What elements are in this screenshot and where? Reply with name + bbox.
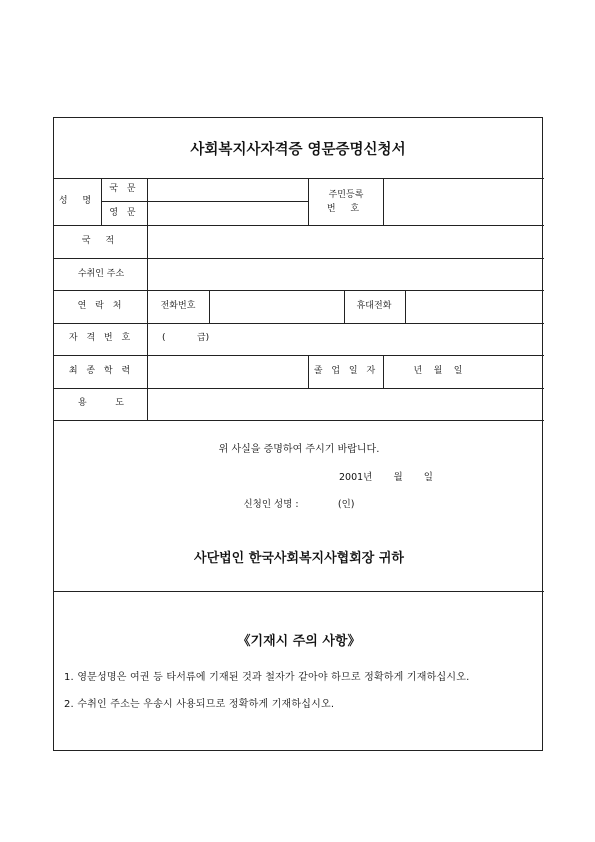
col-divider [344, 290, 345, 323]
contact-label: 연 락 처 [77, 301, 125, 311]
mobile-label: 휴대전화 [356, 301, 392, 311]
row-divider [54, 258, 544, 259]
row-divider [54, 591, 544, 592]
row-divider [54, 420, 544, 421]
col-divider [308, 355, 309, 388]
row-divider [54, 290, 544, 291]
row-divider [54, 355, 544, 356]
row-divider [54, 178, 544, 179]
row-divider [54, 388, 544, 389]
note-item: 2. 수취인 주소는 우송시 사용되므로 정확하게 기재하십시오. [64, 699, 335, 710]
education-label: 최 종 학 력 [68, 366, 134, 376]
english-name-label: 영 문 [109, 208, 139, 218]
col-divider [209, 290, 210, 323]
phone-label: 전화번호 [160, 301, 196, 311]
resident-number-label-2: 번 호 [326, 204, 366, 214]
license-grade-field: ( 급) [162, 333, 210, 343]
graduation-date-field: 년 월 일 [413, 366, 463, 376]
certify-statement: 위 사실을 증명하여 주시기 바랍니다. [218, 444, 380, 455]
form-title: 사회복지사자격증 영문증명신청서 [190, 142, 406, 158]
row-divider [54, 225, 544, 226]
graduation-date-label: 졸 업 일 자 [313, 366, 379, 376]
row-divider [54, 323, 544, 324]
col-divider [405, 290, 406, 323]
col-divider [383, 355, 384, 388]
note-item: 1. 영문성명은 여권 등 타서류에 기재된 것과 철자가 같아야 하므로 정확하게 기재하십시오. [64, 672, 470, 683]
applicant-signature: 신청인 성명 : (인) [243, 499, 355, 510]
notes-heading: 《기재시 주의 사항》 [237, 634, 361, 649]
purpose-label: 용 도 [78, 398, 124, 408]
license-number-label: 자 격 번 호 [68, 333, 134, 343]
col-divider [101, 178, 102, 225]
addressee: 사단법인 한국사회복지사협회장 귀하 [194, 551, 404, 566]
row-divider [101, 201, 308, 202]
nationality-label: 국 적 [81, 236, 121, 246]
name-label: 성 명 [58, 196, 98, 206]
col-divider [308, 178, 309, 225]
korean-name-label: 국 문 [109, 184, 139, 194]
application-form [53, 117, 543, 751]
recipient-address-label: 수취인 주소 [77, 269, 125, 279]
resident-number-label: 주민등록 [328, 190, 364, 200]
col-divider [147, 178, 148, 420]
certify-date: 2001년 월 일 [339, 472, 433, 483]
col-divider [383, 178, 384, 225]
